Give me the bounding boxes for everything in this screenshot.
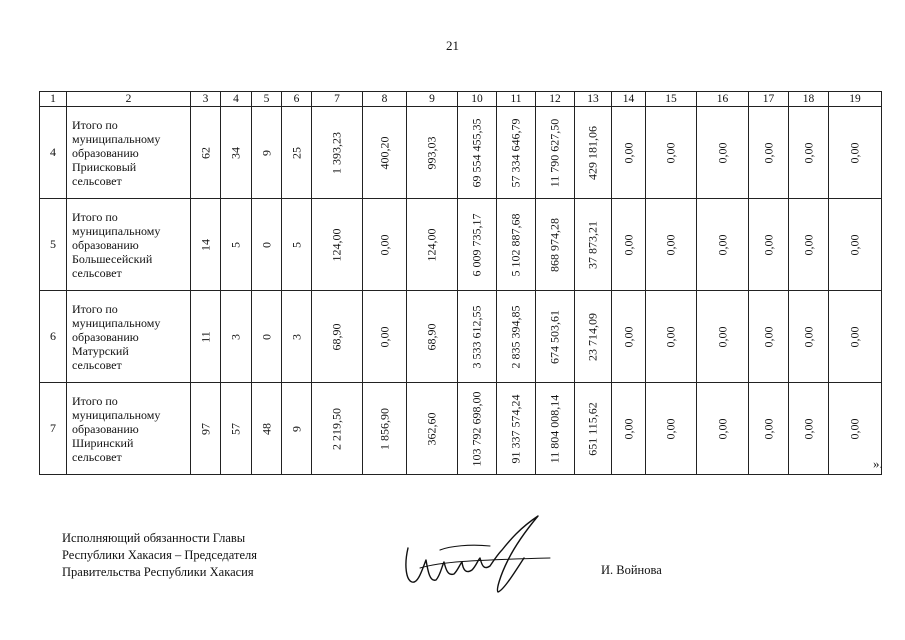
value-cell bbox=[646, 199, 697, 291]
value-text: 1 393,23 bbox=[329, 131, 344, 174]
value-cell bbox=[575, 383, 612, 475]
value-text: 0,00 bbox=[801, 142, 815, 163]
value-cell bbox=[697, 383, 749, 475]
municipality-name-line: образованию bbox=[72, 145, 139, 160]
page-number: 21 bbox=[446, 38, 459, 53]
municipality-name-line: Большесейский bbox=[72, 251, 153, 266]
header-cell: 12 bbox=[536, 92, 575, 107]
value-text: 0,00 bbox=[761, 142, 775, 163]
header-cell: 18 bbox=[789, 92, 829, 107]
municipality-name-line: муниципальному bbox=[72, 407, 161, 422]
value-cell bbox=[191, 291, 221, 383]
value-cell bbox=[363, 107, 407, 199]
municipality-name-line: Ширинский bbox=[72, 435, 134, 450]
value-text: 25 bbox=[289, 146, 303, 159]
value-cell bbox=[191, 199, 221, 291]
value-text: 11 804 008,14 bbox=[547, 394, 562, 463]
table-row bbox=[40, 199, 882, 291]
signatory-title-line: Правительства Республики Хакасия bbox=[62, 565, 254, 579]
municipality-name-line: Итого по bbox=[72, 209, 118, 224]
municipality-name-line: сельсовет bbox=[72, 265, 122, 280]
value-cell bbox=[575, 107, 612, 199]
header-cell: 3 bbox=[191, 92, 221, 107]
value-cell bbox=[312, 107, 363, 199]
value-cell bbox=[458, 107, 497, 199]
municipality-name-line: сельсовет bbox=[72, 357, 122, 372]
data-table bbox=[39, 91, 882, 475]
value-cell bbox=[749, 107, 789, 199]
value-text: 0,00 bbox=[663, 418, 678, 439]
value-cell bbox=[536, 291, 575, 383]
municipality-name-line: образованию bbox=[72, 237, 139, 252]
value-text: 34 bbox=[228, 146, 243, 159]
value-text: 6 009 735,17 bbox=[469, 213, 484, 276]
value-text: 0,00 bbox=[377, 326, 391, 347]
value-text: 103 792 698,00 bbox=[469, 391, 484, 466]
value-cell bbox=[575, 291, 612, 383]
value-cell bbox=[646, 383, 697, 475]
value-cell bbox=[789, 383, 829, 475]
value-text: 0,00 bbox=[761, 418, 775, 439]
municipality-name-line: Итого по bbox=[72, 393, 118, 408]
header-cell: 11 bbox=[497, 92, 536, 107]
municipality-name-line: Матурский bbox=[72, 343, 129, 358]
value-text: 91 337 574,24 bbox=[508, 394, 523, 463]
value-cell bbox=[789, 291, 829, 383]
header-cell: 7 bbox=[312, 92, 363, 107]
value-text: 0,00 bbox=[715, 326, 729, 347]
value-cell bbox=[612, 383, 646, 475]
value-text: 0,00 bbox=[847, 418, 862, 439]
value-cell bbox=[407, 107, 458, 199]
header-cell: 4 bbox=[221, 92, 252, 107]
value-text: 97 bbox=[198, 422, 212, 435]
value-cell bbox=[221, 199, 252, 291]
municipality-name-cell bbox=[67, 291, 191, 383]
value-text: 1 856,90 bbox=[377, 407, 391, 450]
value-text: 37 873,21 bbox=[585, 220, 600, 269]
value-cell bbox=[363, 199, 407, 291]
value-cell bbox=[252, 291, 282, 383]
value-cell bbox=[536, 383, 575, 475]
municipality-name-line: Итого по bbox=[72, 117, 118, 132]
value-cell bbox=[536, 107, 575, 199]
value-text: 5 bbox=[228, 241, 243, 248]
table-row bbox=[40, 107, 882, 199]
value-cell bbox=[789, 199, 829, 291]
closing-quote: ». bbox=[873, 456, 883, 471]
value-cell bbox=[646, 107, 697, 199]
value-text: 68,90 bbox=[424, 323, 439, 350]
value-cell bbox=[458, 291, 497, 383]
value-cell bbox=[407, 199, 458, 291]
value-text: 69 554 455,35 bbox=[469, 118, 484, 187]
value-text: 3 533 612,55 bbox=[469, 305, 484, 368]
signatory-title bbox=[62, 530, 257, 581]
value-text: 993,03 bbox=[424, 136, 439, 169]
value-text: 57 bbox=[228, 422, 243, 435]
signatory-title-line: Республики Хакасия – Председателя bbox=[62, 548, 258, 562]
value-text: 62 bbox=[198, 146, 212, 159]
value-text: 0,00 bbox=[847, 326, 862, 347]
value-text: 0,00 bbox=[761, 234, 775, 255]
row-number-cell: 7 bbox=[40, 383, 67, 475]
municipality-name-line: образованию bbox=[72, 421, 139, 436]
value-text: 0,00 bbox=[663, 142, 678, 163]
value-cell bbox=[458, 199, 497, 291]
value-cell bbox=[458, 383, 497, 475]
signatory-title-line: Исполняющий обязанности Главы bbox=[62, 531, 246, 545]
value-cell bbox=[252, 107, 282, 199]
value-text: 0,00 bbox=[715, 142, 729, 163]
value-cell bbox=[536, 199, 575, 291]
value-text: 0,00 bbox=[663, 234, 678, 255]
row-number-cell: 6 bbox=[40, 291, 67, 383]
value-text: 124,00 bbox=[329, 228, 344, 261]
value-cell bbox=[221, 383, 252, 475]
value-text: 0,00 bbox=[847, 234, 862, 255]
table-header-row bbox=[40, 92, 882, 107]
row-number-cell: 4 bbox=[40, 107, 67, 199]
value-text: 0,00 bbox=[621, 142, 635, 163]
value-text: 14 bbox=[198, 238, 212, 251]
municipality-name-line: сельсовет bbox=[72, 449, 122, 464]
value-cell bbox=[191, 383, 221, 475]
value-text: 400,20 bbox=[377, 136, 391, 169]
value-cell bbox=[497, 199, 536, 291]
value-text: 5 102 887,68 bbox=[508, 213, 523, 276]
value-text: 0 bbox=[259, 333, 273, 340]
value-cell bbox=[612, 199, 646, 291]
header-cell: 5 bbox=[252, 92, 282, 107]
value-cell bbox=[407, 291, 458, 383]
value-text: 868 974,28 bbox=[547, 217, 562, 272]
value-cell bbox=[282, 291, 312, 383]
row-number-cell: 5 bbox=[40, 199, 67, 291]
header-cell: 2 bbox=[67, 92, 191, 107]
value-cell bbox=[312, 199, 363, 291]
value-cell bbox=[252, 199, 282, 291]
header-cell: 19 bbox=[829, 92, 882, 107]
value-cell bbox=[497, 291, 536, 383]
value-text: 0,00 bbox=[621, 234, 635, 255]
value-text: 0,00 bbox=[801, 234, 815, 255]
value-text: 674 503,61 bbox=[547, 309, 562, 364]
value-cell bbox=[697, 199, 749, 291]
header-cell: 15 bbox=[646, 92, 697, 107]
value-text: 0,00 bbox=[801, 326, 815, 347]
value-text: 0,00 bbox=[621, 326, 635, 347]
value-text: 0,00 bbox=[663, 326, 678, 347]
header-cell: 6 bbox=[282, 92, 312, 107]
value-cell bbox=[697, 291, 749, 383]
signatory-name: И. Войнова bbox=[601, 563, 662, 577]
value-cell bbox=[829, 107, 882, 199]
value-text: 11 bbox=[198, 330, 212, 343]
value-cell bbox=[749, 383, 789, 475]
value-cell bbox=[363, 383, 407, 475]
value-text: 9 bbox=[259, 149, 273, 156]
value-text: 0,00 bbox=[801, 418, 815, 439]
municipality-name-cell bbox=[67, 107, 191, 199]
value-text: 9 bbox=[289, 425, 303, 432]
value-text: 429 181,06 bbox=[585, 125, 600, 180]
value-cell bbox=[697, 107, 749, 199]
table-row bbox=[40, 291, 882, 383]
value-text: 3 bbox=[228, 333, 243, 340]
municipality-name-line: Итого по bbox=[72, 301, 118, 316]
value-text: 0,00 bbox=[847, 142, 862, 163]
value-text: 3 bbox=[289, 333, 303, 340]
value-cell bbox=[612, 107, 646, 199]
value-text: 57 334 646,79 bbox=[508, 118, 523, 187]
value-cell bbox=[612, 291, 646, 383]
value-text: 0,00 bbox=[715, 234, 729, 255]
value-text: 0,00 bbox=[715, 418, 729, 439]
header-cell: 10 bbox=[458, 92, 497, 107]
value-cell bbox=[789, 107, 829, 199]
value-text: 68,90 bbox=[329, 323, 344, 350]
value-cell bbox=[407, 383, 458, 475]
value-text: 23 714,09 bbox=[585, 312, 600, 361]
header-cell: 14 bbox=[612, 92, 646, 107]
value-text: 0,00 bbox=[761, 326, 775, 347]
value-cell bbox=[191, 107, 221, 199]
value-cell bbox=[829, 291, 882, 383]
value-text: 0,00 bbox=[377, 234, 391, 255]
header-cell: 13 bbox=[575, 92, 612, 107]
value-cell bbox=[497, 107, 536, 199]
value-cell bbox=[282, 383, 312, 475]
value-text: 5 bbox=[289, 241, 303, 248]
value-text: 124,00 bbox=[424, 228, 439, 261]
value-text: 2 219,50 bbox=[329, 407, 344, 450]
handwritten-signature bbox=[400, 510, 560, 600]
value-text: 0 bbox=[259, 241, 273, 248]
header-cell: 8 bbox=[363, 92, 407, 107]
value-cell bbox=[252, 383, 282, 475]
value-cell bbox=[749, 291, 789, 383]
header-cell: 17 bbox=[749, 92, 789, 107]
value-text: 651 115,62 bbox=[585, 401, 600, 456]
municipality-name-line: муниципальному bbox=[72, 131, 161, 146]
value-cell bbox=[221, 291, 252, 383]
municipality-name-line: Приисковый bbox=[72, 159, 137, 174]
value-cell bbox=[282, 199, 312, 291]
value-text: 0,00 bbox=[621, 418, 635, 439]
municipality-name-cell bbox=[67, 199, 191, 291]
value-cell bbox=[312, 291, 363, 383]
municipality-name-line: муниципальному bbox=[72, 223, 161, 238]
header-cell: 1 bbox=[40, 92, 67, 107]
municipality-name-cell bbox=[67, 383, 191, 475]
header-cell: 9 bbox=[407, 92, 458, 107]
municipality-name-line: образованию bbox=[72, 329, 139, 344]
value-text: 11 790 627,50 bbox=[547, 118, 562, 187]
value-text: 48 bbox=[259, 422, 273, 435]
value-cell bbox=[282, 107, 312, 199]
value-text: 2 835 394,85 bbox=[508, 305, 523, 368]
municipality-name-line: муниципальному bbox=[72, 315, 161, 330]
value-text: 362,60 bbox=[424, 412, 439, 445]
value-cell bbox=[749, 199, 789, 291]
value-cell bbox=[221, 107, 252, 199]
municipality-name-line: сельсовет bbox=[72, 173, 122, 188]
header-cell: 16 bbox=[697, 92, 749, 107]
value-cell bbox=[363, 291, 407, 383]
value-cell bbox=[497, 383, 536, 475]
value-cell bbox=[312, 383, 363, 475]
value-cell bbox=[575, 199, 612, 291]
value-cell bbox=[646, 291, 697, 383]
table-row bbox=[40, 383, 882, 475]
value-cell bbox=[829, 199, 882, 291]
